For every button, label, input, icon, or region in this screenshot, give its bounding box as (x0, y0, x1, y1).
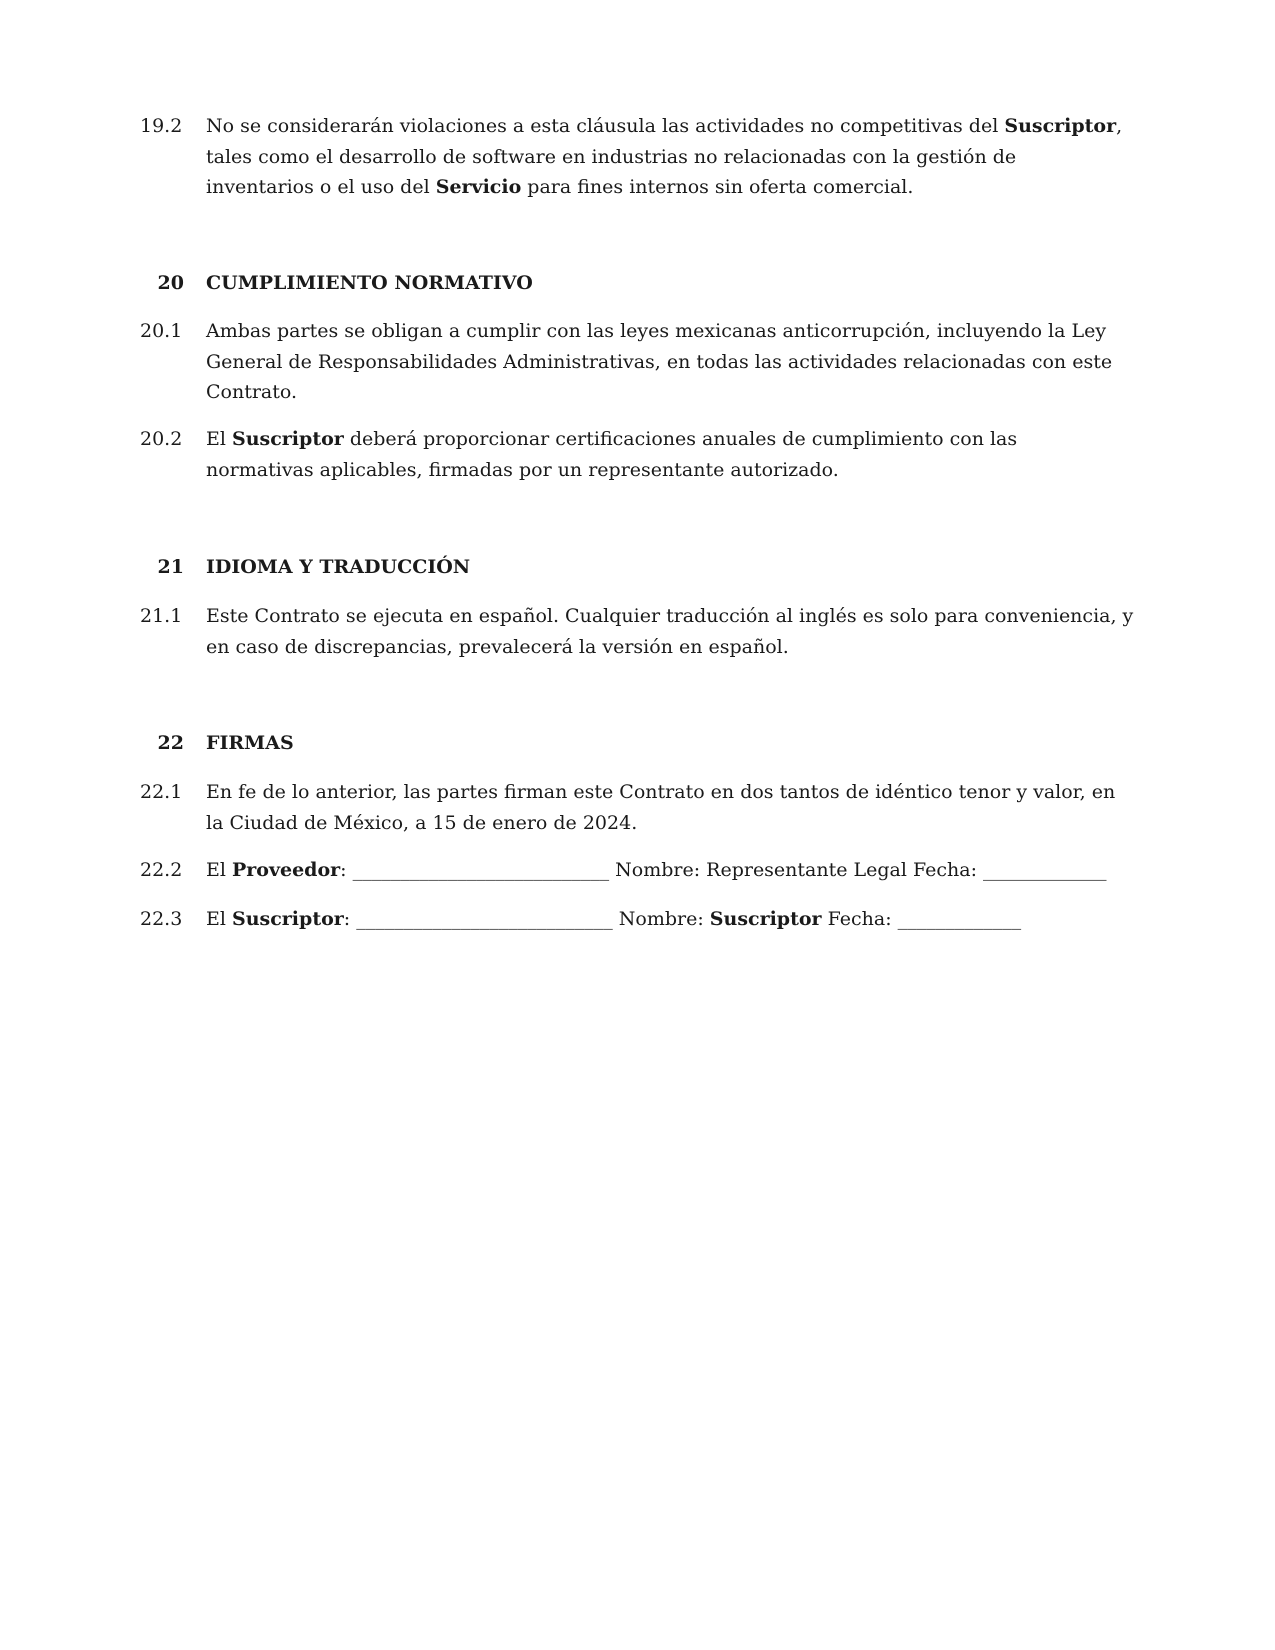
clause-number: 21.1 (140, 605, 183, 627)
clause-number: 22.1 (140, 781, 183, 803)
signature-line: El Proveedor: ___________________________ Nombre: Representante Legal Fecha: _____________ (206, 859, 1107, 881)
clause-number: 22.3 (140, 908, 183, 930)
signature-line: El Suscriptor: ___________________________ Nombre: Suscriptor Fecha: _____________ (206, 908, 1022, 930)
clause-text: Este Contrato se ejecuta en español. Cualquier traducción al inglés es solo para conveniencia, y en caso de discrepancias, prevalecerá la versión en español. (206, 605, 1134, 658)
clause-number: 20.1 (140, 320, 183, 342)
clause-text: En fe de lo anterior, las partes firman este Contrato en dos tantos de idéntico tenor y valor, en la Ciudad de México, a 15 de enero de 2024. (206, 781, 1116, 834)
clause-text: El Suscriptor deberá proporcionar certificaciones anuales de cumplimiento con las normativas aplicables, firmadas por un representante autorizado. (206, 428, 1018, 481)
document-page: 19.2 No se considerarán violaciones a esta cláusula las actividades no competitivas del Suscriptor, tales como el desarrollo de software en industrias no relacionadas con la gestión de inventarios o el uso del Servicio para fines internos sin oferta comercial. 20 CUMPLIMIENTO NORMATIVO 20.1 Ambas partes se obligan a cumplir con las leyes mexicanas anticorrupción, incluyendo la Ley General de Responsabilidades Administrativas, en todas las actividades relacionadas con este Contrato. 20.2 El Suscriptor deberá proporcionar certificaciones anuales de cumplimiento con las normativas aplicables, firmadas por un representante autorizado. 21 IDIOMA Y TRADUCCIÓN 21.1 Este Contrato se ejecuta en español. Cualquier traducción al inglés es solo para conveniencia, y en caso de discrepancias, prevalecerá la versión en español. 22 FIRMAS 22.1 En fe de lo anterior, las partes firman este Contrato en dos tantos de idéntico tenor y valor, en la Ciudad de México, a 15 de enero de 2024. 22.2 El Proveedor: ___________________________ Nombre: Representante Legal Fecha: _____________ 22.3 El Suscriptor: ___________________________ Nombre: Suscriptor Fecha: _____________ (0, 0, 1275, 1650)
clause-number: 19.2 (140, 115, 183, 137)
clause-text: No se considerarán violaciones a esta cláusula las actividades no competitivas del Suscriptor, tales como el desarrollo de software en industrias no relacionadas con la gestión de inventarios o el uso del Servicio para fines internos sin oferta comercial. (206, 115, 1123, 198)
clause-number: 22.2 (140, 859, 183, 881)
clause-text: Ambas partes se obligan a cumplir con las leyes mexicanas anticorrupción, incluyendo la Ley General de Responsabilidades Administrativas, en todas las actividades relacionadas con este Contrato. (206, 320, 1113, 403)
clause-number: 20.2 (140, 428, 183, 450)
